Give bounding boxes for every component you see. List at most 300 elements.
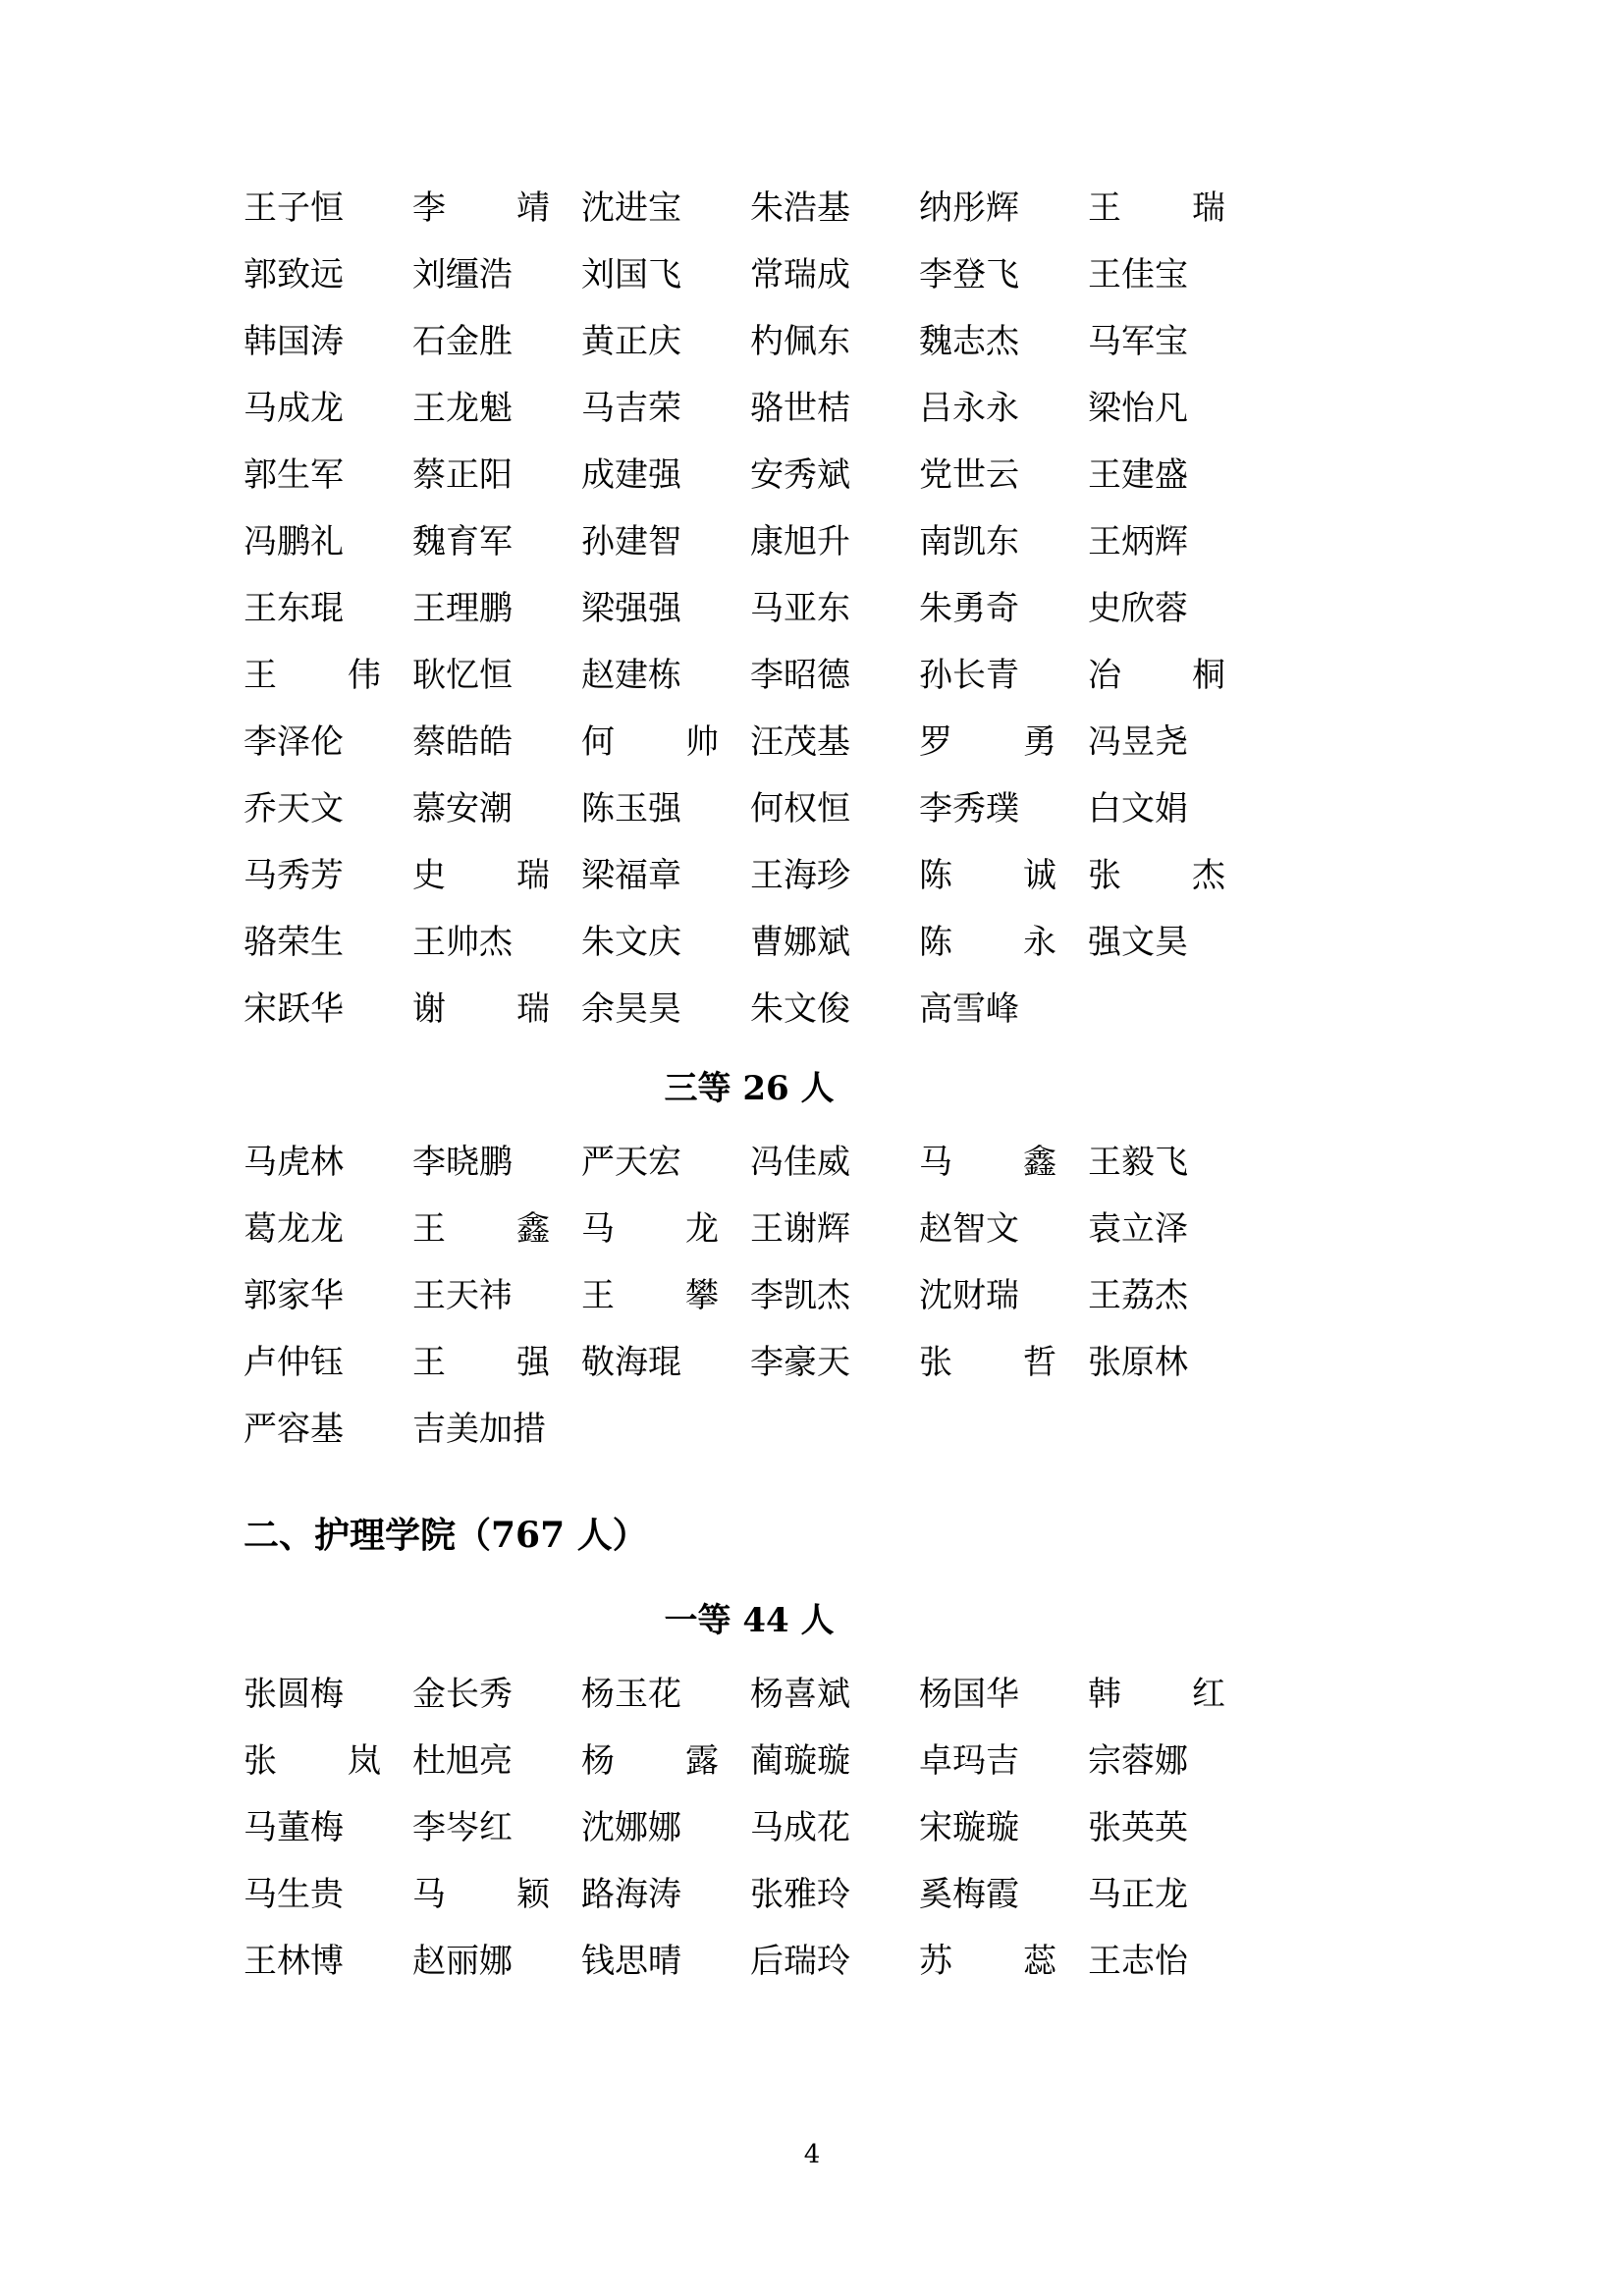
name-text: 王鑫 — [412, 1209, 550, 1249]
name-text: 常瑞成 — [750, 255, 850, 294]
name-row — [244, 241, 1255, 308]
name-cell — [244, 775, 412, 842]
name-text: 何帅 — [581, 722, 719, 762]
name-cell — [1088, 241, 1257, 308]
name-text: 耿忆恒 — [412, 656, 513, 695]
name-text: 余昊昊 — [581, 989, 681, 1029]
name-cell — [1088, 1329, 1257, 1396]
name-text: 朱文俊 — [750, 989, 850, 1029]
name-row — [244, 1861, 1255, 1928]
name-row — [244, 1329, 1255, 1396]
name-cell — [750, 375, 919, 442]
name-text: 梁福章 — [581, 856, 681, 895]
name-cell — [412, 308, 581, 375]
name-cell — [750, 1329, 919, 1396]
name-text: 骆荣生 — [244, 923, 344, 962]
name-cell — [1088, 909, 1257, 976]
name-cell — [1088, 1262, 1257, 1329]
name-text: 王龙魁 — [412, 389, 513, 428]
name-cell — [581, 1329, 750, 1396]
name-text: 王理鹏 — [412, 589, 513, 628]
name-text: 王海珍 — [750, 856, 850, 895]
name-text: 冶桐 — [1088, 656, 1225, 695]
name-text: 吉美加措 — [412, 1410, 546, 1449]
name-cell — [244, 1396, 412, 1463]
name-cell — [412, 1794, 581, 1861]
name-text: 卓玛吉 — [919, 1741, 1019, 1781]
name-cell — [750, 976, 919, 1042]
name-cell — [750, 1129, 919, 1196]
name-text: 冯昱尧 — [1088, 722, 1188, 762]
name-text: 王伟 — [244, 656, 381, 695]
name-text: 孙建智 — [581, 522, 681, 561]
name-row — [244, 308, 1255, 375]
name-cell — [919, 1262, 1088, 1329]
name-text: 赵智文 — [919, 1209, 1019, 1249]
name-cell — [919, 1129, 1088, 1196]
name-cell — [412, 175, 581, 241]
name-text: 陈永 — [919, 923, 1056, 962]
name-row — [244, 1928, 1255, 1995]
name-cell — [750, 308, 919, 375]
name-cell — [750, 241, 919, 308]
name-cell — [919, 308, 1088, 375]
name-text: 石金胜 — [412, 322, 513, 361]
name-text: 安秀斌 — [750, 455, 850, 495]
name-grid-third-prize — [244, 1129, 1255, 1463]
name-cell — [581, 308, 750, 375]
name-text: 杨国华 — [919, 1675, 1019, 1714]
name-row — [244, 375, 1255, 442]
name-text: 乔天文 — [244, 789, 344, 828]
name-cell — [581, 1262, 750, 1329]
name-cell — [412, 1661, 581, 1728]
name-row — [244, 976, 1255, 1042]
college-heading-nursing: 二、护理学院（767 人） — [244, 1515, 648, 1556]
name-cell — [412, 1262, 581, 1329]
name-text: 严天宏 — [581, 1143, 681, 1182]
name-cell — [412, 976, 581, 1042]
name-cell — [244, 1262, 412, 1329]
name-cell — [581, 175, 750, 241]
name-text: 南凯东 — [919, 522, 1019, 561]
name-text: 朱浩基 — [750, 188, 850, 228]
name-text: 冯佳威 — [750, 1143, 850, 1182]
name-text: 刘国飞 — [581, 255, 681, 294]
name-text: 杨玉花 — [581, 1675, 681, 1714]
name-text: 王志怡 — [1088, 1942, 1188, 1981]
name-cell — [750, 842, 919, 909]
name-text: 李凯杰 — [750, 1276, 850, 1315]
name-text: 朱勇奇 — [919, 589, 1019, 628]
name-cell — [1088, 842, 1257, 909]
name-cell — [581, 508, 750, 575]
name-text: 沈娜娜 — [581, 1808, 681, 1847]
name-text: 谢瑞 — [412, 989, 550, 1029]
name-cell — [412, 375, 581, 442]
name-text: 张岚 — [244, 1741, 381, 1781]
name-text: 郭致远 — [244, 255, 344, 294]
name-cell — [581, 575, 750, 642]
name-cell — [244, 442, 412, 508]
name-text: 王子恒 — [244, 188, 344, 228]
name-cell — [581, 976, 750, 1042]
name-text: 王炳辉 — [1088, 522, 1188, 561]
name-cell — [919, 1196, 1088, 1262]
name-cell — [919, 175, 1088, 241]
name-cell — [1088, 642, 1257, 709]
name-text: 蔡皓皓 — [412, 722, 513, 762]
name-text: 马成龙 — [244, 389, 344, 428]
name-cell — [581, 1794, 750, 1861]
third-prize-heading: 三等 26 人 — [664, 1069, 835, 1108]
name-cell — [412, 642, 581, 709]
name-cell — [750, 1794, 919, 1861]
name-cell — [244, 909, 412, 976]
name-text: 袁立泽 — [1088, 1209, 1188, 1249]
name-cell — [244, 308, 412, 375]
name-cell — [919, 1728, 1088, 1794]
name-text: 王毅飞 — [1088, 1143, 1188, 1182]
name-text: 马秀芳 — [244, 856, 344, 895]
name-cell — [750, 709, 919, 775]
name-text: 马虎林 — [244, 1143, 344, 1182]
name-text: 曹娜斌 — [750, 923, 850, 962]
name-cell — [1088, 508, 1257, 575]
name-cell — [1088, 709, 1257, 775]
name-cell — [750, 642, 919, 709]
name-cell — [750, 442, 919, 508]
name-cell — [919, 775, 1088, 842]
name-cell — [750, 1196, 919, 1262]
name-text: 李秀璞 — [919, 789, 1019, 828]
name-cell — [919, 1928, 1088, 1995]
name-cell — [1088, 1396, 1257, 1463]
name-text: 王强 — [412, 1343, 550, 1382]
name-cell — [412, 775, 581, 842]
name-text: 李靖 — [412, 188, 550, 228]
name-cell — [244, 1661, 412, 1728]
name-row — [244, 775, 1255, 842]
name-text: 陈玉强 — [581, 789, 681, 828]
name-cell — [1088, 575, 1257, 642]
name-cell — [581, 1861, 750, 1928]
name-text: 纳彤辉 — [919, 188, 1019, 228]
name-text: 路海涛 — [581, 1875, 681, 1914]
name-text: 梁怡凡 — [1088, 389, 1188, 428]
name-text: 马生贵 — [244, 1875, 344, 1914]
name-cell — [750, 575, 919, 642]
name-text: 王帅杰 — [412, 923, 513, 962]
name-text: 郭生军 — [244, 455, 344, 495]
name-cell — [244, 1329, 412, 1396]
name-cell — [1088, 976, 1257, 1042]
name-cell — [412, 508, 581, 575]
name-cell — [919, 1396, 1088, 1463]
name-cell — [244, 241, 412, 308]
name-cell — [244, 709, 412, 775]
name-text: 马鑫 — [919, 1143, 1056, 1182]
name-row — [244, 842, 1255, 909]
name-cell — [412, 1728, 581, 1794]
name-cell — [581, 1129, 750, 1196]
name-text: 王东琨 — [244, 589, 344, 628]
name-cell — [412, 442, 581, 508]
name-text: 王林博 — [244, 1942, 344, 1981]
name-text: 王攀 — [581, 1276, 719, 1315]
name-cell — [412, 1129, 581, 1196]
name-text: 宋跃华 — [244, 989, 344, 1029]
name-cell — [581, 241, 750, 308]
name-cell — [1088, 1928, 1257, 1995]
name-cell — [412, 709, 581, 775]
name-cell — [919, 642, 1088, 709]
name-cell — [1088, 1861, 1257, 1928]
name-text: 杨露 — [581, 1741, 719, 1781]
name-text: 李豪天 — [750, 1343, 850, 1382]
name-cell — [919, 241, 1088, 308]
name-text: 李登飞 — [919, 255, 1019, 294]
name-cell — [412, 909, 581, 976]
name-cell — [750, 175, 919, 241]
name-cell — [750, 1728, 919, 1794]
name-cell — [412, 1196, 581, 1262]
name-cell — [919, 1861, 1088, 1928]
name-cell — [581, 842, 750, 909]
name-cell — [750, 1262, 919, 1329]
name-row — [244, 642, 1255, 709]
name-text: 何权恒 — [750, 789, 850, 828]
name-row — [244, 909, 1255, 976]
name-text: 敬海琨 — [581, 1343, 681, 1382]
name-cell — [581, 1728, 750, 1794]
name-text: 马亚东 — [750, 589, 850, 628]
name-cell — [750, 508, 919, 575]
name-text: 李岑红 — [412, 1808, 513, 1847]
name-text: 马正龙 — [1088, 1875, 1188, 1914]
name-text: 王天祎 — [412, 1276, 513, 1315]
name-cell — [412, 842, 581, 909]
name-text: 张英英 — [1088, 1808, 1188, 1847]
name-cell — [581, 909, 750, 976]
name-text: 沈财瑞 — [919, 1276, 1019, 1315]
name-row — [244, 1661, 1255, 1728]
name-text: 蔺璇璇 — [750, 1741, 850, 1781]
name-text: 后瑞玲 — [750, 1942, 850, 1981]
name-text: 李泽伦 — [244, 722, 344, 762]
name-text: 史瑞 — [412, 856, 550, 895]
name-text: 奚梅霞 — [919, 1875, 1019, 1914]
first-prize-heading: 一等 44 人 — [664, 1601, 835, 1640]
name-cell — [919, 442, 1088, 508]
name-text: 王谢辉 — [750, 1209, 850, 1249]
name-text: 史欣蓉 — [1088, 589, 1188, 628]
name-cell — [581, 1928, 750, 1995]
name-text: 冯鹏礼 — [244, 522, 344, 561]
name-text: 魏志杰 — [919, 322, 1019, 361]
name-cell — [919, 909, 1088, 976]
name-text: 王佳宝 — [1088, 255, 1188, 294]
name-text: 张杰 — [1088, 856, 1225, 895]
page-content — [244, 175, 1255, 1995]
name-text: 韩国涛 — [244, 322, 344, 361]
name-cell — [919, 976, 1088, 1042]
name-text: 马龙 — [581, 1209, 719, 1249]
name-cell — [412, 241, 581, 308]
name-row — [244, 175, 1255, 241]
name-text: 马成花 — [750, 1808, 850, 1847]
name-text: 蔡正阳 — [412, 455, 513, 495]
name-text: 杨喜斌 — [750, 1675, 850, 1714]
name-cell — [1088, 1661, 1257, 1728]
name-text: 白文娟 — [1088, 789, 1188, 828]
name-text: 张雅玲 — [750, 1875, 850, 1914]
name-cell — [581, 642, 750, 709]
name-text: 马颖 — [412, 1875, 550, 1914]
name-cell — [412, 575, 581, 642]
name-text: 金长秀 — [412, 1675, 513, 1714]
name-cell — [1088, 375, 1257, 442]
name-text: 成建强 — [581, 455, 681, 495]
name-cell — [244, 1196, 412, 1262]
name-cell — [919, 709, 1088, 775]
name-text: 高雪峰 — [919, 989, 1019, 1029]
name-cell — [244, 842, 412, 909]
name-text: 李晓鹏 — [412, 1143, 513, 1182]
name-text: 汪茂基 — [750, 722, 850, 762]
name-text: 严容基 — [244, 1410, 344, 1449]
name-row — [244, 442, 1255, 508]
name-cell — [244, 175, 412, 241]
name-cell — [244, 1928, 412, 1995]
name-text: 马董梅 — [244, 1808, 344, 1847]
name-text: 吕永永 — [919, 389, 1019, 428]
name-cell — [244, 375, 412, 442]
name-text: 王建盛 — [1088, 455, 1188, 495]
name-row — [244, 575, 1255, 642]
name-text: 张哲 — [919, 1343, 1056, 1382]
name-row — [244, 1262, 1255, 1329]
name-text: 康旭升 — [750, 522, 850, 561]
name-cell — [919, 575, 1088, 642]
name-text: 张圆梅 — [244, 1675, 344, 1714]
name-cell — [1088, 1196, 1257, 1262]
name-cell — [244, 642, 412, 709]
name-text: 郭家华 — [244, 1276, 344, 1315]
name-cell — [244, 1861, 412, 1928]
name-cell — [581, 375, 750, 442]
name-cell — [244, 1728, 412, 1794]
name-cell — [1088, 1129, 1257, 1196]
name-text: 黄正庆 — [581, 322, 681, 361]
name-cell — [919, 842, 1088, 909]
name-text: 宗蓉娜 — [1088, 1741, 1188, 1781]
name-text: 杓佩东 — [750, 322, 850, 361]
name-row — [244, 709, 1255, 775]
name-cell — [244, 1129, 412, 1196]
name-cell — [1088, 308, 1257, 375]
page-number: 4 — [803, 2140, 821, 2169]
name-text: 强文昊 — [1088, 923, 1188, 962]
name-text: 卢仲钰 — [244, 1343, 344, 1382]
name-text: 马军宝 — [1088, 322, 1188, 361]
name-cell — [919, 1661, 1088, 1728]
name-text: 赵丽娜 — [412, 1942, 513, 1981]
name-text: 刘缰浩 — [412, 255, 513, 294]
name-cell — [1088, 1794, 1257, 1861]
name-cell — [750, 909, 919, 976]
name-cell — [1088, 775, 1257, 842]
name-cell — [244, 508, 412, 575]
name-text: 苏蕊 — [919, 1942, 1056, 1981]
name-text: 骆世桔 — [750, 389, 850, 428]
name-cell — [1088, 442, 1257, 508]
name-cell — [581, 1196, 750, 1262]
name-cell — [750, 775, 919, 842]
name-cell — [750, 1861, 919, 1928]
name-cell — [581, 775, 750, 842]
name-cell — [581, 709, 750, 775]
name-cell — [244, 575, 412, 642]
name-grid-first-prize-nursing — [244, 1661, 1255, 1995]
name-text: 赵建栋 — [581, 656, 681, 695]
name-text: 张原林 — [1088, 1343, 1188, 1382]
name-cell — [244, 976, 412, 1042]
name-cell — [412, 1861, 581, 1928]
name-cell — [919, 508, 1088, 575]
name-cell — [412, 1329, 581, 1396]
name-cell — [244, 1794, 412, 1861]
name-row — [244, 1396, 1255, 1463]
name-cell — [750, 1396, 919, 1463]
name-text: 杜旭亮 — [412, 1741, 513, 1781]
name-cell — [750, 1661, 919, 1728]
name-cell — [412, 1928, 581, 1995]
name-text: 陈诚 — [919, 856, 1056, 895]
name-text: 梁强强 — [581, 589, 681, 628]
name-cell — [919, 1329, 1088, 1396]
name-text: 韩红 — [1088, 1675, 1225, 1714]
name-row — [244, 1794, 1255, 1861]
name-cell — [750, 1928, 919, 1995]
name-text: 马吉荣 — [581, 389, 681, 428]
name-cell — [581, 1396, 750, 1463]
name-text: 葛龙龙 — [244, 1209, 344, 1249]
name-text: 王瑞 — [1088, 188, 1225, 228]
name-cell — [412, 1396, 581, 1463]
name-text: 李昭德 — [750, 656, 850, 695]
name-text: 慕安潮 — [412, 789, 513, 828]
name-text: 罗勇 — [919, 722, 1056, 762]
name-cell — [919, 375, 1088, 442]
name-cell — [919, 1794, 1088, 1861]
name-row — [244, 1196, 1255, 1262]
name-row — [244, 1728, 1255, 1794]
name-text: 党世云 — [919, 455, 1019, 495]
name-cell — [581, 1661, 750, 1728]
name-row — [244, 1129, 1255, 1196]
name-text: 王荔杰 — [1088, 1276, 1188, 1315]
name-grid-second-prize-continued — [244, 175, 1255, 1042]
name-cell — [1088, 175, 1257, 241]
name-text: 魏育军 — [412, 522, 513, 561]
name-text: 钱思晴 — [581, 1942, 681, 1981]
name-text: 沈进宝 — [581, 188, 681, 228]
name-text: 朱文庆 — [581, 923, 681, 962]
name-cell — [581, 442, 750, 508]
name-text: 宋璇璇 — [919, 1808, 1019, 1847]
name-text: 孙长青 — [919, 656, 1019, 695]
